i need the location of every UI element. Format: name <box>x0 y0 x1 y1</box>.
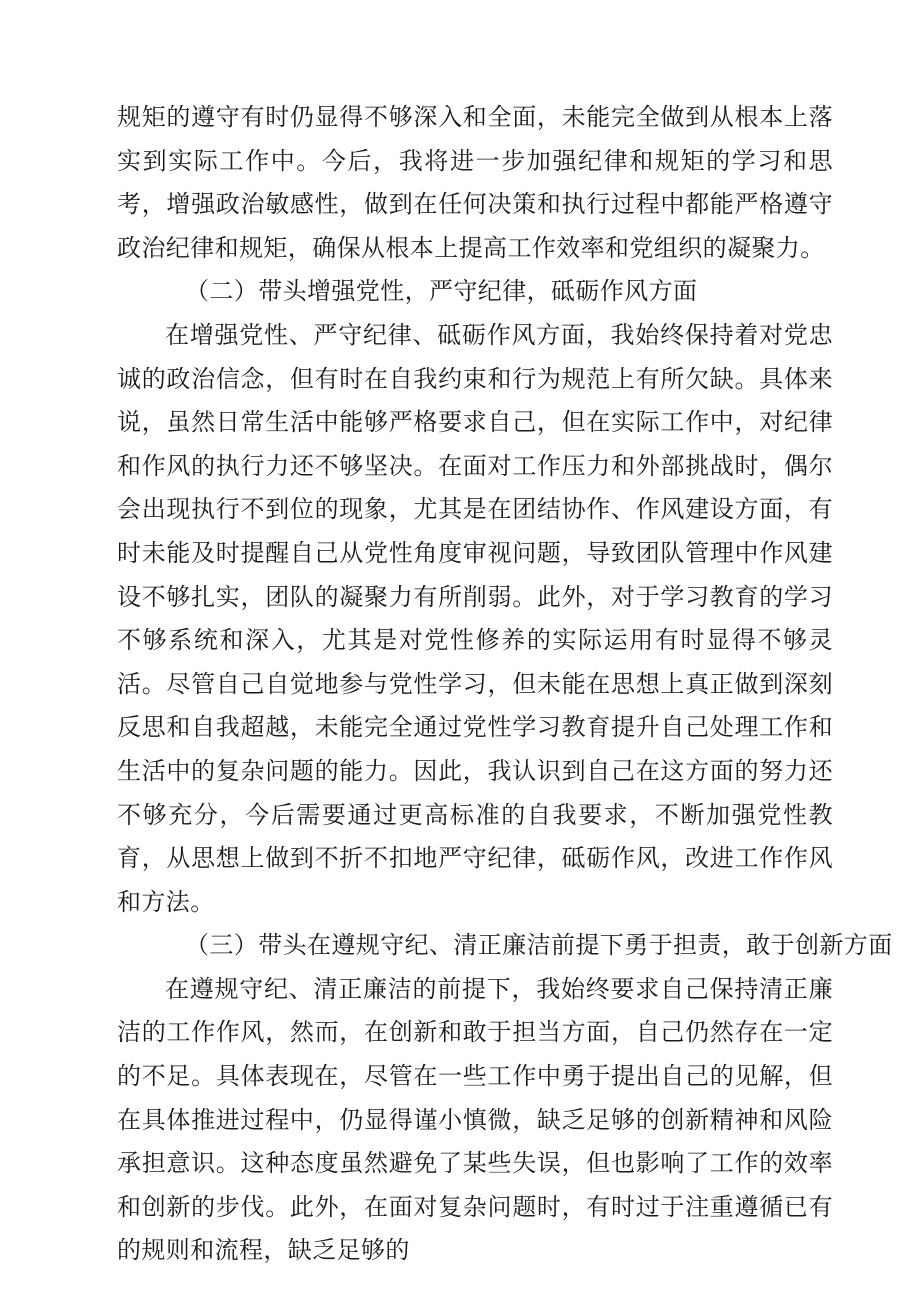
document-body <box>117 96 893 1273</box>
paragraph-section-3: 在遵规守纪、清正廉洁的前提下，我始终要求自己保持清正廉洁的工作作风，然而，在创新和敢于担当方面，自己仍然存在一定的不足。具体表现在，尽管在一些工作中勇于提出自己的见解，但在具体推进过程中，仍显得谨小慎微，缺乏足够的创新精神和风险承担意识。这种态度虽然避免了某些失误，但也影响了工作的效率和创新的步伐。此外，在面对复杂问题时，有时过于注重遵循已有的规则和流程，缺乏足够的 <box>117 974 833 1265</box>
section-heading-3: （三）带头在遵规守纪、清正廉洁前提下勇于担责，敢于创新方面 <box>185 931 893 960</box>
section-heading-2: （二）带头增强党性，严守纪律，砥砺作风方面 <box>185 277 698 306</box>
paragraph-section-2: 在增强党性、严守纪律、砥砺作风方面，我始终保持着对党忠诚的政治信念，但有时在自我约束和行为规范上有所欠缺。具体来说，虽然日常生活中能够严格要求自己，但在实际工作中，对纪律和作风的执行力还不够坚决。在面对工作压力和外部挑战时，偶尔会出现执行不到位的现象，尤其是在团结协作、作风建设方面，有时未能及时提醒自己从党性角度审视问题，导致团队管理中作风建设不够扎实，团队的凝聚力有所削弱。此外，对于学习教育的学习不够系统和深入，尤其是对党性修养的实际运用有时显得不够灵活。尽管自己自觉地参与党性学习，但未能在思想上真正做到深刻反思和自我超越，未能完全通过党性学习教育提升自己处理工作和生活中的复杂问题的能力。因此，我认识到自己在这方面的努力还不够充分，今后需要通过更高标准的自我要求，不断加强党性教育，从思想上做到不折不扣地严守纪律，砥砺作风，改进工作作风和方法。 <box>117 320 833 916</box>
paragraph-continued: 规矩的遵守有时仍显得不够深入和全面，未能完全做到从根本上落实到实际工作中。今后，我将进一步加强纪律和规矩的学习和思考，增强政治敏感性，做到在任何决策和执行过程中都能严格遵守政治纪律和规矩，确保从根本上提高工作效率和党组织的凝聚力。 <box>117 103 833 262</box>
